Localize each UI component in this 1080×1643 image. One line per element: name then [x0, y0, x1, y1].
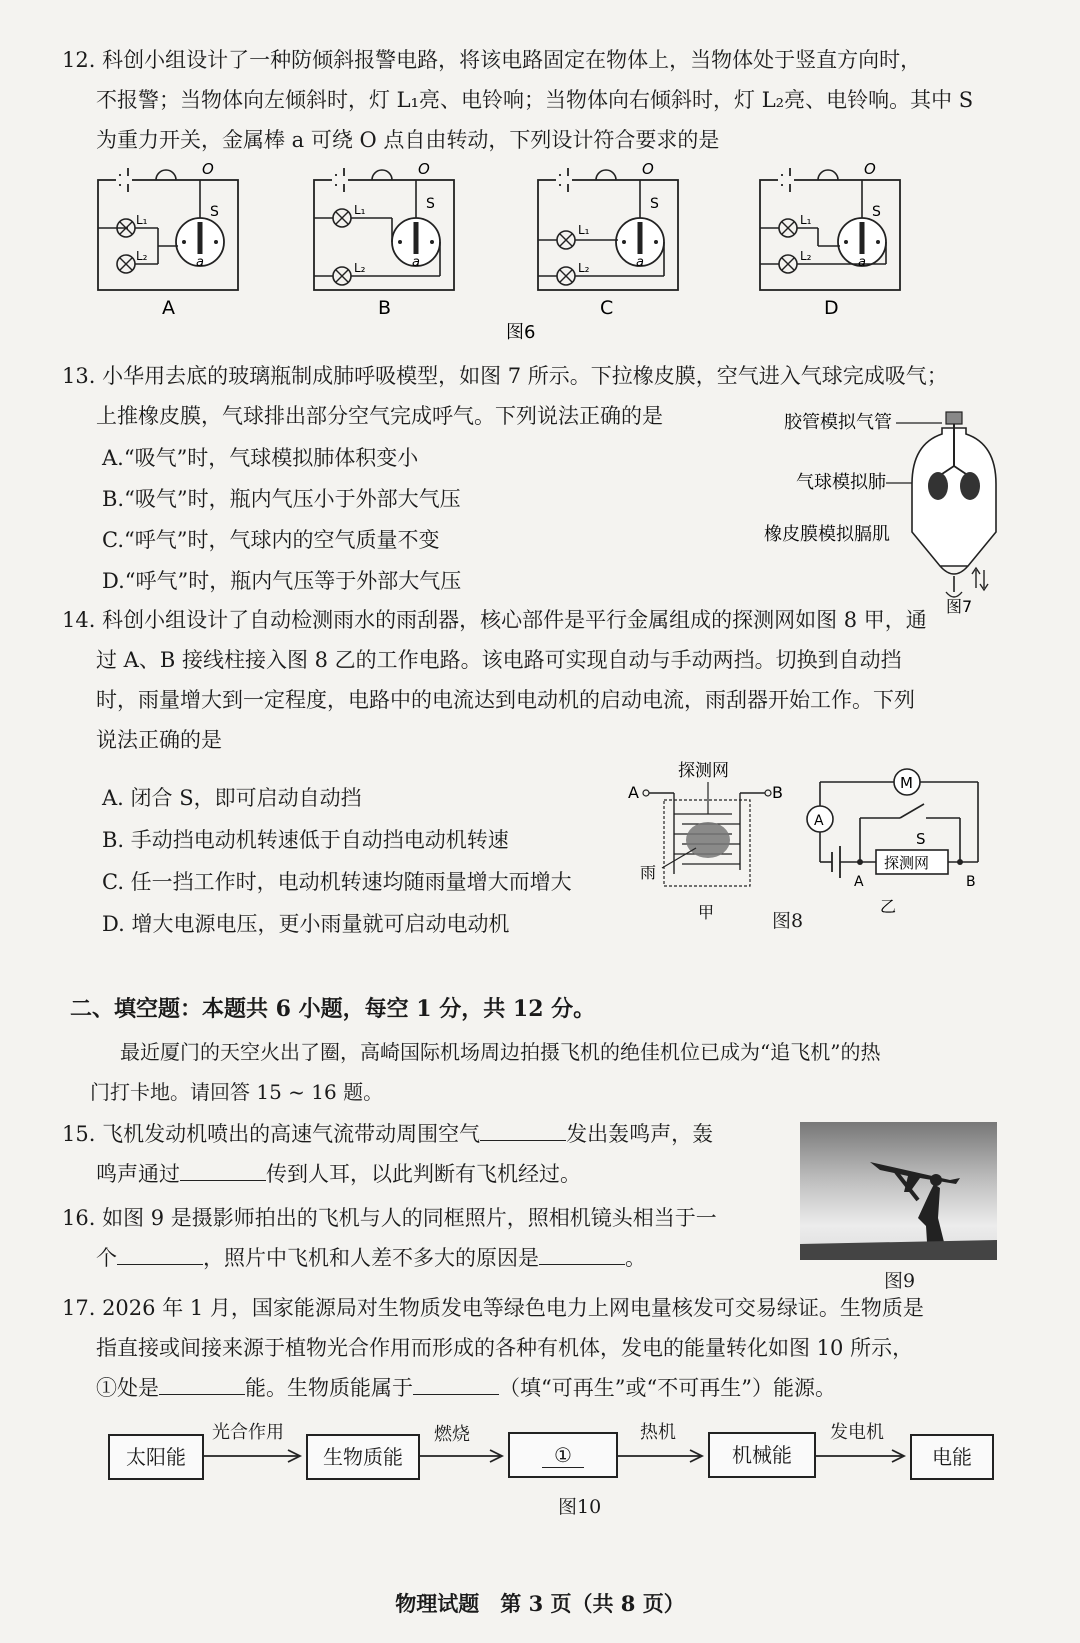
arrow-4 [816, 1450, 904, 1462]
figure-8-jia-detector [628, 754, 788, 924]
q14-option-c: C. 任一挡工作时，电动机转速均随雨量增大而增大 [102, 870, 572, 894]
label-terminal-b: B [772, 783, 783, 802]
label-l2: L₂ [800, 249, 812, 263]
circuit-option-b [314, 162, 454, 319]
label-s: S [426, 196, 435, 212]
label-point-a: A [854, 874, 864, 890]
option-label-c: C [600, 297, 614, 319]
figure-9-photo [800, 1122, 997, 1260]
arrow-label-generator: 发电机 [830, 1422, 884, 1443]
q14-line-1: 14. 科创小组设计了自动检测雨水的雨刮器，核心部件是平行金属组成的探测网如图 8 甲，通 [62, 608, 927, 632]
flow-box-biomass: 生物质能 [306, 1434, 420, 1480]
label-balloon-lung: 气球模拟肺 [796, 472, 886, 493]
q15-text-2: 发出轰鸣声，轰 [566, 1122, 714, 1146]
label-l1: L₁ [354, 203, 366, 217]
question-17 [62, 1288, 1002, 1408]
label-a: a [636, 255, 644, 270]
figure-10-caption: 图10 [558, 1496, 602, 1518]
airplane-silhouette-icon [800, 1122, 997, 1260]
figure-9-caption: 图9 [884, 1270, 916, 1292]
q16-text-3: 。 [625, 1246, 646, 1270]
q15-text-3: 鸣声通过 [96, 1162, 180, 1186]
q17-text-3: （填“可再生”或“不可再生”）能源。 [499, 1376, 836, 1400]
arrow-label-burning: 燃烧 [434, 1424, 470, 1445]
label-o: O [642, 162, 654, 178]
arrow-label-heat-engine: 热机 [640, 1422, 676, 1443]
label-terminal-a: A [628, 783, 639, 802]
q12-line-3: 为重力开关，金属棒 a 可绕 O 点自由转动，下列设计符合要求的是 [96, 128, 720, 152]
q15-text-1: 15. 飞机发动机喷出的高速气流带动周围空气 [62, 1122, 481, 1146]
q12-line-1: 12. 科创小组设计了一种防倾斜报警电路，将该电路固定在物体上，当物体处于竖直方向时， [62, 48, 922, 72]
arrow-label-photosynthesis: 光合作用 [212, 1422, 284, 1443]
label-s: S [872, 204, 881, 220]
figure-8-yi-circuit [800, 762, 990, 920]
label-s: S [210, 204, 219, 220]
q14-line-4: 说法正确的是 [96, 728, 222, 752]
label-tube-trachea: 胶管模拟气管 [784, 412, 892, 433]
intro-line-1: 最近厦门的天空火出了圈，高崎国际机场周边拍摄飞机的绝佳机位已成为“追飞机”的热 [120, 1040, 881, 1064]
flow-box-electric: 电能 [910, 1434, 994, 1480]
figure-6-circuits [80, 162, 980, 340]
option-label-a: A [162, 297, 175, 319]
q13-option-b: B.“吸气”时，瓶内气压小于外部大气压 [102, 487, 461, 511]
figure-6-caption: 图6 [506, 322, 536, 340]
arrow-3 [618, 1450, 702, 1462]
intro-line-2: 门打卡地。请回答 15 ~ 16 题。 [90, 1080, 384, 1104]
q14-option-d: D. 增大电源电压，更小雨量就可启动电动机 [102, 912, 510, 936]
label-net-box: 探测网 [884, 854, 930, 872]
section-2-intro [90, 1032, 1000, 1112]
label-l1: L₁ [800, 213, 812, 227]
q13-option-c: C.“呼气”时，气球内的空气质量不变 [102, 528, 440, 552]
q17-blank-1[interactable] [159, 1372, 245, 1395]
label-yi: 乙 [880, 897, 897, 916]
question-16 [62, 1198, 782, 1278]
figure-7-caption: 图7 [946, 597, 973, 614]
label-l2: L₂ [136, 249, 148, 263]
page-footer: 物理试题 第 3 页（共 8 页） [395, 1591, 685, 1616]
label-o: O [418, 162, 430, 178]
q16-text-2: ，照片中飞机和人差不多大的原因是 [203, 1246, 539, 1270]
label-jia: 甲 [698, 903, 715, 922]
figure-7-lung-model [756, 404, 1006, 614]
label-o: O [202, 162, 214, 178]
circuit-option-c [538, 162, 678, 319]
q13-line-2: 上推橡皮膜，气球排出部分空气完成呼气。下列说法正确的是 [96, 404, 663, 428]
q14-line-2: 过 A、B 接线柱接入图 8 乙的工作电路。该电路可实现自动与手动两挡。切换到自动挡 [96, 648, 902, 672]
q16-line-1: 16. 如图 9 是摄影师拍出的飞机与人的同框照片，照相机镜头相当于一 [62, 1206, 717, 1230]
label-ammeter: A [814, 813, 824, 829]
q13-option-d: D.“呼气”时，瓶内气压等于外部大气压 [102, 569, 462, 593]
q15-text-4: 传到人耳，以此判断有飞机经过。 [266, 1162, 581, 1186]
label-membrane-diaphragm: 橡皮膜模拟膈肌 [764, 524, 890, 545]
option-label-d: D [824, 297, 839, 319]
label-detector-net: 探测网 [678, 761, 729, 781]
q16-text-1: 个 [96, 1246, 117, 1270]
label-motor: M [900, 774, 913, 792]
q14-line-3: 时，雨量增大到一定程度，电路中的电流达到电动机的启动电流，雨刮器开始工作。下列 [96, 688, 915, 712]
q15-blank-2[interactable] [180, 1158, 266, 1181]
arrow-2 [420, 1450, 502, 1462]
label-l1: L₁ [578, 223, 590, 237]
label-a: a [412, 255, 420, 270]
question-14 [62, 600, 1002, 760]
q17-text-1: ①处是 [96, 1376, 159, 1400]
circuit-option-a [98, 162, 238, 319]
label-point-b: B [966, 874, 976, 890]
section-2-title: 二、填空题：本题共 6 小题，每空 1 分，共 12 分。 [70, 996, 596, 1022]
circuit-option-d [760, 162, 900, 319]
q13-line-1: 13. 小华用去底的玻璃瓶制成肺呼吸模型，如图 7 所示。下拉橡皮膜，空气进入气球完成吸气； [62, 364, 948, 388]
q12-line-2: 不报警；当物体向左倾斜时，灯 L₁亮、电铃响；当物体向右倾斜时，灯 L₂亮、电铃响。其中 S [96, 88, 974, 112]
option-label-b: B [378, 297, 392, 319]
flow-box-unknown-label: ① [542, 1443, 584, 1468]
label-switch-s: S [916, 830, 926, 848]
arrow-1 [204, 1450, 300, 1462]
label-l2: L₂ [578, 261, 590, 275]
q13-option-a: A.“吸气”时，气球模拟肺体积变小 [102, 446, 419, 470]
question-15 [62, 1114, 782, 1194]
label-l2: L₂ [354, 261, 366, 275]
q14-option-a: A. 闭合 S，即可启动自动挡 [102, 786, 362, 810]
label-a: a [196, 255, 204, 270]
q16-blank-1[interactable] [117, 1242, 203, 1265]
q15-blank-1[interactable] [480, 1118, 566, 1141]
question-12 [62, 40, 1002, 160]
figure-8-caption: 图8 [772, 910, 804, 932]
label-l1: L₁ [136, 213, 148, 227]
q17-blank-2[interactable] [413, 1372, 499, 1395]
flow-box-mechanical: 机械能 [708, 1432, 816, 1478]
q14-option-b: B. 手动挡电动机转速低于自动挡电动机转速 [102, 828, 509, 852]
label-s: S [650, 196, 659, 212]
label-o: O [864, 162, 876, 178]
flow-box-solar: 太阳能 [108, 1434, 204, 1480]
q17-line-2: 指直接或间接来源于植物光合作用而形成的各种有机体，发电的能量转化如图 10 所示， [96, 1336, 914, 1360]
label-a: a [858, 255, 866, 270]
label-rain: 雨 [640, 863, 657, 882]
q17-line-1: 17. 2026 年 1 月，国家能源局对生物质发电等绿色电力上网电量核发可交易绿证。生物质是 [62, 1296, 924, 1320]
q16-blank-2[interactable] [539, 1242, 625, 1265]
flow-arrows [0, 1420, 1080, 1480]
q17-text-2: 能。生物质能属于 [245, 1376, 413, 1400]
